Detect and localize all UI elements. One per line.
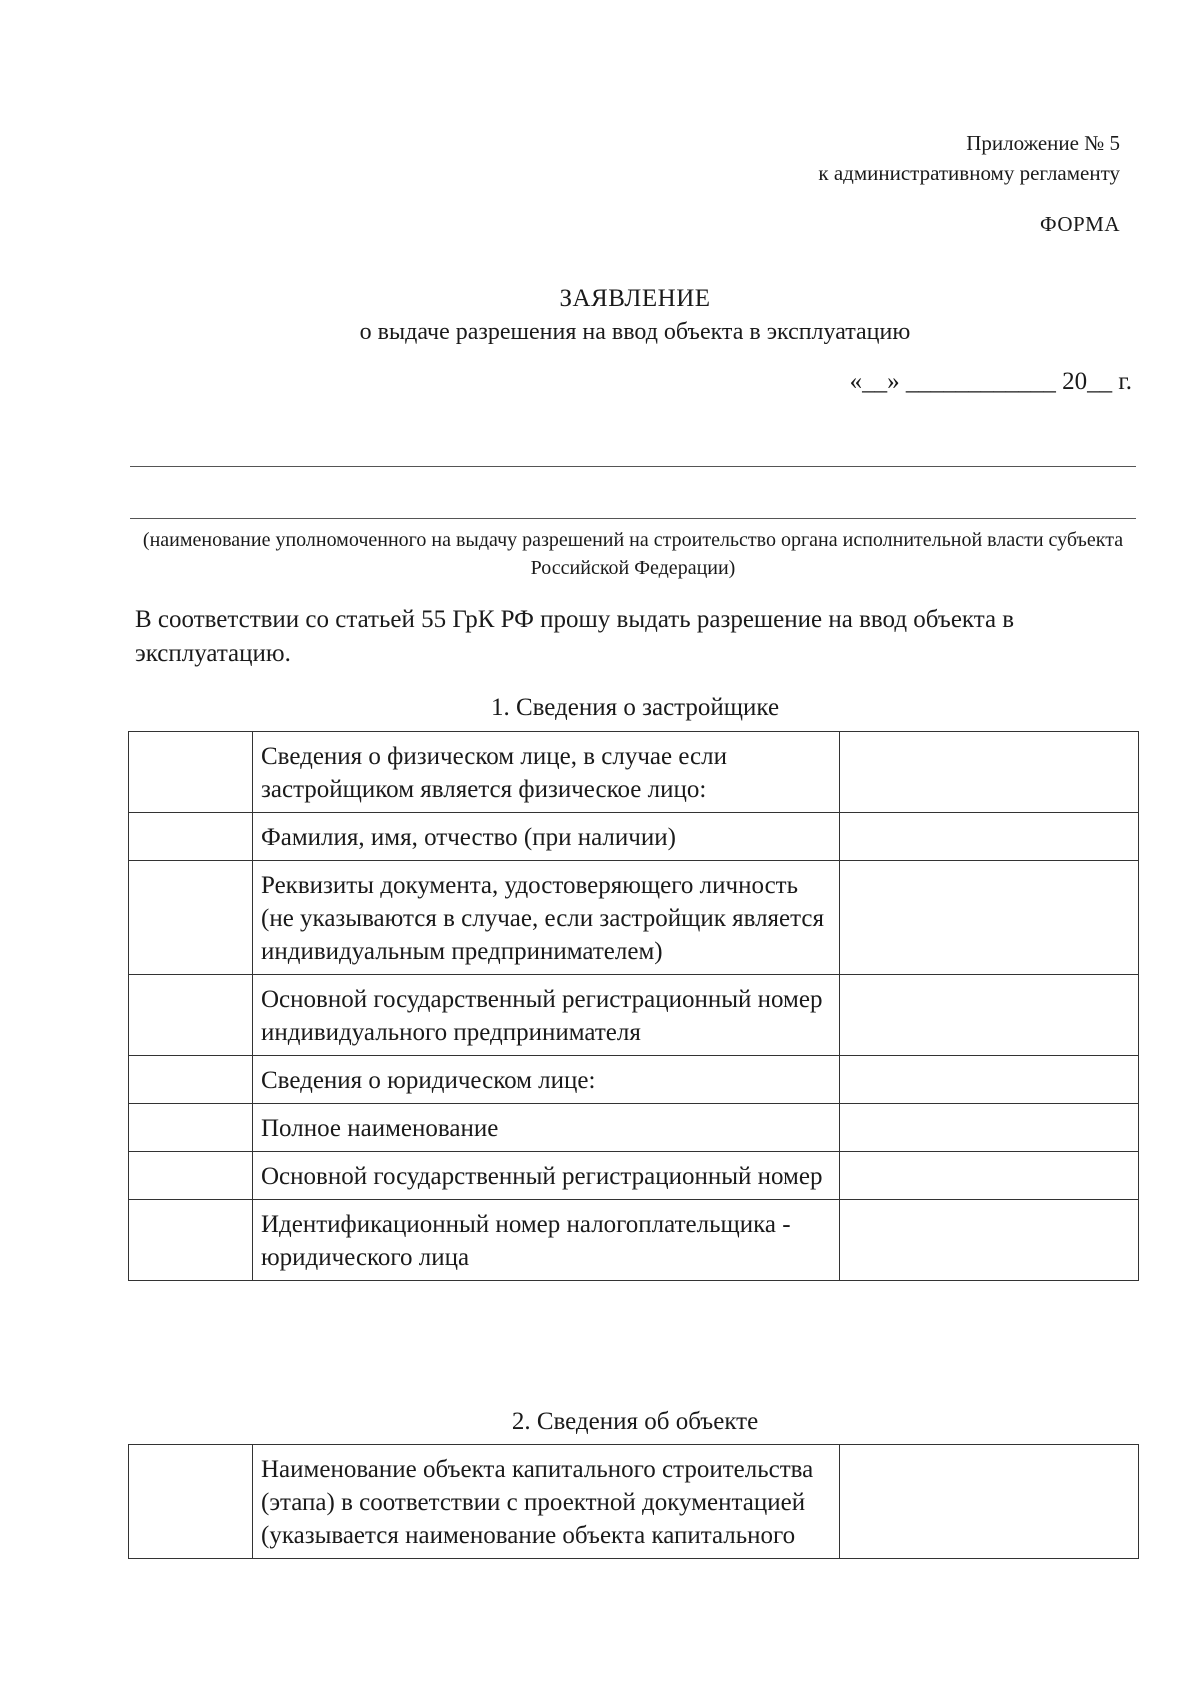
row-label-cell: Фамилия, имя, отчество (при наличии) bbox=[253, 813, 840, 861]
row-number-cell bbox=[129, 1056, 253, 1104]
row-value-cell[interactable] bbox=[840, 1056, 1139, 1104]
table-row bbox=[129, 1056, 1139, 1104]
row-number-cell bbox=[129, 975, 253, 1056]
row-label-cell: Идентификационный номер налогоплательщика - юридического лица bbox=[253, 1200, 840, 1281]
authority-caption: (наименование уполномоченного на выдачу разрешений на строительство органа исполнительной власти субъекта Российской Федерации) bbox=[142, 529, 1124, 579]
row-label-cell: Сведения о юридическом лице: bbox=[253, 1056, 840, 1104]
row-number-cell bbox=[129, 813, 253, 861]
row-value-cell[interactable] bbox=[840, 1152, 1139, 1200]
row-number-cell bbox=[129, 1104, 253, 1152]
table-row bbox=[129, 732, 1139, 813]
row-value-cell[interactable] bbox=[840, 732, 1139, 813]
table-row bbox=[129, 1104, 1139, 1152]
developer-info-table bbox=[128, 731, 1139, 1281]
row-value-cell[interactable] bbox=[840, 1445, 1139, 1559]
request-paragraph: В соответствии со статьей 55 ГрК РФ прошу выдать разрешение на ввод объекта в эксплуатацию. bbox=[135, 606, 1015, 667]
row-label-cell: Полное наименование bbox=[253, 1104, 840, 1152]
row-label-cell: Основной государственный регистрационный номер bbox=[253, 1152, 840, 1200]
row-label-cell: Наименование объекта капитального строительства (этапа) в соответствии с проектной документацией (указывается наименование объекта капитального bbox=[253, 1445, 840, 1559]
table-row bbox=[129, 1152, 1139, 1200]
section-1-heading: 1. Сведения о застройщике bbox=[490, 694, 780, 721]
authority-name-line-2 bbox=[130, 518, 1136, 519]
row-number-cell bbox=[129, 1152, 253, 1200]
table-row bbox=[129, 975, 1139, 1056]
document-subtitle: о выдаче разрешения на ввод объекта в эксплуатацию bbox=[359, 319, 911, 345]
table-row bbox=[129, 861, 1139, 975]
row-label-cell: Сведения о физическом лице, в случае если застройщиком является физическое лицо: bbox=[253, 732, 840, 813]
table-row bbox=[129, 1200, 1139, 1281]
row-value-cell[interactable] bbox=[840, 813, 1139, 861]
row-number-cell bbox=[129, 1200, 253, 1281]
row-number-cell bbox=[129, 732, 253, 813]
document-title-block bbox=[0, 282, 1200, 348]
date-field: «__» ____________ 20__ г. bbox=[849, 368, 1132, 395]
appendix-number: Приложение № 5 bbox=[966, 131, 1120, 155]
row-value-cell[interactable] bbox=[840, 861, 1139, 975]
section-2-heading: 2. Сведения об объекте bbox=[511, 1408, 759, 1435]
appendix-reference: к административному регламенту bbox=[818, 161, 1120, 185]
row-number-cell bbox=[129, 861, 253, 975]
table-row bbox=[129, 1445, 1139, 1559]
object-info-table bbox=[128, 1444, 1139, 1559]
row-label-cell: Основной государственный регистрационный номер индивидуального предпринимателя bbox=[253, 975, 840, 1056]
row-value-cell[interactable] bbox=[840, 975, 1139, 1056]
document-title: ЗАЯВЛЕНИЕ bbox=[559, 285, 711, 312]
appendix-note bbox=[818, 128, 1120, 188]
form-label: ФОРМА bbox=[1039, 212, 1120, 236]
authority-name-line-1 bbox=[130, 466, 1136, 467]
table-row bbox=[129, 813, 1139, 861]
row-label-cell: Реквизиты документа, удостоверяющего личность (не указываются в случае, если застройщик является индивидуальным предпринимателем) bbox=[253, 861, 840, 975]
row-value-cell[interactable] bbox=[840, 1200, 1139, 1281]
row-number-cell bbox=[129, 1445, 253, 1559]
row-value-cell[interactable] bbox=[840, 1104, 1139, 1152]
